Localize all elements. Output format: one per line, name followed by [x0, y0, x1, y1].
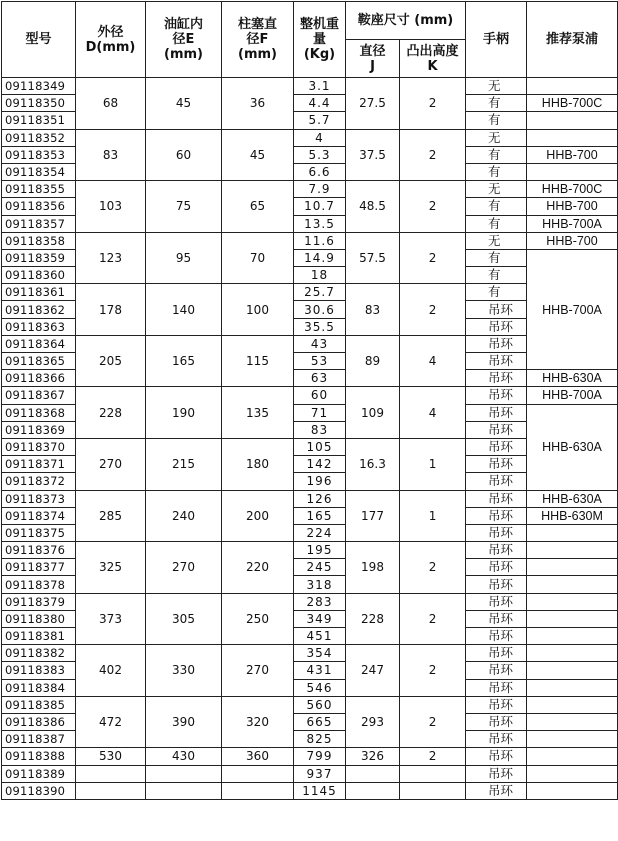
pump-cell: [527, 731, 618, 748]
outer-diameter-cell: [76, 765, 146, 782]
model-cell: 09118360: [2, 267, 76, 284]
saddle-diameter-cell: 37.5: [346, 129, 400, 181]
plunger-diameter-cell: 36: [222, 78, 294, 130]
weight-cell: 560: [294, 696, 346, 713]
weight-cell: 451: [294, 628, 346, 645]
table-row: [2, 696, 618, 713]
handle-cell: 吊环: [466, 593, 527, 610]
outer-diameter-cell: 285: [76, 490, 146, 542]
cylinder-inner-cell: 60: [146, 129, 222, 181]
handle-cell: 吊环: [466, 335, 527, 352]
weight-cell: 63: [294, 370, 346, 387]
saddle-height-cell: 2: [400, 748, 466, 765]
table-row: [2, 387, 618, 404]
plunger-diameter-cell: 180: [222, 438, 294, 490]
weight-cell: 11.6: [294, 232, 346, 249]
cylinder-inner-cell: 165: [146, 335, 222, 387]
pump-cell: [527, 610, 618, 627]
model-cell: 09118376: [2, 542, 76, 559]
saddle-diameter-cell: 198: [346, 542, 400, 594]
model-cell: 09118349: [2, 78, 76, 95]
model-cell: 09118367: [2, 387, 76, 404]
outer-diameter-cell: 270: [76, 438, 146, 490]
table-row: [2, 284, 618, 301]
cylinder-inner-cell: 140: [146, 284, 222, 336]
saddle-height-cell: 2: [400, 645, 466, 697]
saddle-diameter-cell: 247: [346, 645, 400, 697]
pump-cell: HHB-630M: [527, 507, 618, 524]
header-plunger-text: 柱塞直 径F (mm): [237, 17, 277, 62]
saddle-height-cell: [400, 782, 466, 799]
table-header: [2, 2, 618, 78]
header-weight-text: 整机重量 (Kg): [299, 17, 339, 62]
handle-cell: 吊环: [466, 679, 527, 696]
weight-cell: 14.9: [294, 249, 346, 266]
handle-cell: 吊环: [466, 765, 527, 782]
saddle-height-cell: 2: [400, 232, 466, 284]
handle-cell: 吊环: [466, 696, 527, 713]
outer-diameter-cell: 103: [76, 181, 146, 233]
pump-cell: [527, 782, 618, 799]
model-cell: 09118357: [2, 215, 76, 232]
saddle-diameter-cell: 228: [346, 593, 400, 645]
pump-cell: HHB-700C: [527, 181, 618, 198]
model-cell: 09118379: [2, 593, 76, 610]
handle-cell: 吊环: [466, 645, 527, 662]
saddle-diameter-cell: 83: [346, 284, 400, 336]
weight-cell: 53: [294, 353, 346, 370]
header-outer-diameter: [76, 2, 146, 78]
table-row: [2, 129, 618, 146]
header-outer-diameter-text: 外径 D(mm): [85, 24, 136, 55]
outer-diameter-cell: 373: [76, 593, 146, 645]
header-cylinder-inner-diameter: [146, 2, 222, 78]
weight-cell: 431: [294, 662, 346, 679]
pump-cell: [527, 679, 618, 696]
pump-cell: HHB-630A: [527, 370, 618, 387]
saddle-height-cell: 4: [400, 335, 466, 387]
cylinder-inner-cell: 75: [146, 181, 222, 233]
saddle-height-cell: 2: [400, 542, 466, 594]
weight-cell: 665: [294, 713, 346, 730]
plunger-diameter-cell: 320: [222, 696, 294, 748]
pump-cell: [527, 112, 618, 129]
model-cell: 09118373: [2, 490, 76, 507]
saddle-height-cell: 1: [400, 438, 466, 490]
weight-cell: 318: [294, 576, 346, 593]
pump-cell: [527, 593, 618, 610]
plunger-diameter-cell: 135: [222, 387, 294, 439]
weight-cell: 5.3: [294, 146, 346, 163]
handle-cell: 吊环: [466, 713, 527, 730]
handle-cell: 吊环: [466, 370, 527, 387]
pump-cell: [527, 78, 618, 95]
model-cell: 09118362: [2, 301, 76, 318]
weight-cell: 1145: [294, 782, 346, 799]
saddle-diameter-cell: 177: [346, 490, 400, 542]
cylinder-inner-cell: 390: [146, 696, 222, 748]
handle-cell: 吊环: [466, 387, 527, 404]
outer-diameter-cell: 205: [76, 335, 146, 387]
weight-cell: 937: [294, 765, 346, 782]
weight-cell: 7.9: [294, 181, 346, 198]
plunger-diameter-cell: 45: [222, 129, 294, 181]
pump-cell: [527, 524, 618, 541]
weight-cell: 4: [294, 129, 346, 146]
pump-cell: [527, 662, 618, 679]
handle-cell: 吊环: [466, 318, 527, 335]
model-cell: 09118380: [2, 610, 76, 627]
header-recommended-pump: 推荐泵浦: [527, 2, 618, 78]
handle-cell: 吊环: [466, 353, 527, 370]
plunger-diameter-cell: 250: [222, 593, 294, 645]
cylinder-inner-cell: 270: [146, 542, 222, 594]
model-cell: 09118383: [2, 662, 76, 679]
outer-diameter-cell: [76, 782, 146, 799]
header-saddle-height-text: 凸出高度 K: [406, 43, 459, 74]
handle-cell: 有: [466, 284, 527, 301]
pump-cell: HHB-630A: [527, 490, 618, 507]
model-cell: 09118352: [2, 129, 76, 146]
handle-cell: 吊环: [466, 628, 527, 645]
handle-cell: 吊环: [466, 559, 527, 576]
weight-cell: 43: [294, 335, 346, 352]
header-handle: 手柄: [466, 2, 527, 78]
table-row: [2, 490, 618, 507]
pump-cell: HHB-630A: [527, 404, 618, 490]
weight-cell: 245: [294, 559, 346, 576]
pump-cell: HHB-700: [527, 198, 618, 215]
pump-cell: [527, 129, 618, 146]
handle-cell: 吊环: [466, 404, 527, 421]
outer-diameter-cell: 402: [76, 645, 146, 697]
handle-cell: 有: [466, 112, 527, 129]
handle-cell: 有: [466, 249, 527, 266]
weight-cell: 105: [294, 438, 346, 455]
outer-diameter-cell: 530: [76, 748, 146, 765]
weight-cell: 126: [294, 490, 346, 507]
saddle-height-cell: [400, 765, 466, 782]
cylinder-inner-cell: 215: [146, 438, 222, 490]
pump-cell: HHB-700A: [527, 215, 618, 232]
model-cell: 09118381: [2, 628, 76, 645]
model-cell: 09118382: [2, 645, 76, 662]
table-row: [2, 438, 618, 455]
saddle-diameter-cell: 326: [346, 748, 400, 765]
header-cylinder-inner-text: 油缸内 径E (mm): [163, 17, 203, 62]
model-cell: 09118355: [2, 181, 76, 198]
handle-cell: 吊环: [466, 490, 527, 507]
outer-diameter-cell: 68: [76, 78, 146, 130]
model-cell: 09118356: [2, 198, 76, 215]
hydraulic-jack-spec-table: [1, 1, 618, 800]
pump-cell: [527, 645, 618, 662]
plunger-diameter-cell: 200: [222, 490, 294, 542]
model-cell: 09118361: [2, 284, 76, 301]
saddle-height-cell: 2: [400, 593, 466, 645]
handle-cell: 无: [466, 129, 527, 146]
pump-cell: HHB-700A: [527, 387, 618, 404]
weight-cell: 224: [294, 524, 346, 541]
model-cell: 09118390: [2, 782, 76, 799]
weight-cell: 60: [294, 387, 346, 404]
weight-cell: 196: [294, 473, 346, 490]
plunger-diameter-cell: 360: [222, 748, 294, 765]
weight-cell: 349: [294, 610, 346, 627]
outer-diameter-cell: 472: [76, 696, 146, 748]
weight-cell: 10.7: [294, 198, 346, 215]
model-cell: 09118371: [2, 456, 76, 473]
handle-cell: 吊环: [466, 438, 527, 455]
weight-cell: 6.6: [294, 163, 346, 180]
weight-cell: 83: [294, 421, 346, 438]
model-cell: 09118378: [2, 576, 76, 593]
cylinder-inner-cell: 430: [146, 748, 222, 765]
handle-cell: 吊环: [466, 542, 527, 559]
weight-cell: 195: [294, 542, 346, 559]
handle-cell: 有: [466, 163, 527, 180]
saddle-diameter-cell: 89: [346, 335, 400, 387]
weight-cell: 30.6: [294, 301, 346, 318]
handle-cell: 有: [466, 198, 527, 215]
model-cell: 09118385: [2, 696, 76, 713]
model-cell: 09118353: [2, 146, 76, 163]
model-cell: 09118388: [2, 748, 76, 765]
model-cell: 09118372: [2, 473, 76, 490]
saddle-height-cell: 4: [400, 387, 466, 439]
weight-cell: 142: [294, 456, 346, 473]
pump-cell: [527, 559, 618, 576]
pump-cell: [527, 542, 618, 559]
header-saddle-height: [400, 40, 466, 78]
table-row: [2, 593, 618, 610]
plunger-diameter-cell: 100: [222, 284, 294, 336]
model-cell: 09118350: [2, 95, 76, 112]
model-cell: 09118359: [2, 249, 76, 266]
handle-cell: 吊环: [466, 301, 527, 318]
model-cell: 09118351: [2, 112, 76, 129]
table-row: [2, 542, 618, 559]
saddle-height-cell: 2: [400, 696, 466, 748]
handle-cell: 吊环: [466, 456, 527, 473]
pump-cell: [527, 696, 618, 713]
model-cell: 09118374: [2, 507, 76, 524]
header-saddle-size: 鞍座尺寸 (mm): [346, 2, 466, 40]
saddle-diameter-cell: 27.5: [346, 78, 400, 130]
plunger-diameter-cell: 65: [222, 181, 294, 233]
handle-cell: 吊环: [466, 507, 527, 524]
saddle-height-cell: 2: [400, 78, 466, 130]
weight-cell: 4.4: [294, 95, 346, 112]
model-cell: 09118366: [2, 370, 76, 387]
table-body: [2, 78, 618, 800]
pump-cell: [527, 628, 618, 645]
handle-cell: 吊环: [466, 473, 527, 490]
header-plunger-diameter: [222, 2, 294, 78]
weight-cell: 3.1: [294, 78, 346, 95]
weight-cell: 825: [294, 731, 346, 748]
outer-diameter-cell: 178: [76, 284, 146, 336]
weight-cell: 546: [294, 679, 346, 696]
handle-cell: 吊环: [466, 782, 527, 799]
weight-cell: 13.5: [294, 215, 346, 232]
table-row: [2, 78, 618, 95]
saddle-height-cell: 1: [400, 490, 466, 542]
plunger-diameter-cell: [222, 765, 294, 782]
table-row: [2, 645, 618, 662]
header-weight: [294, 2, 346, 78]
handle-cell: 有: [466, 95, 527, 112]
pump-cell: HHB-700A: [527, 249, 618, 369]
plunger-diameter-cell: 220: [222, 542, 294, 594]
weight-cell: 35.5: [294, 318, 346, 335]
table-row: [2, 232, 618, 249]
outer-diameter-cell: 228: [76, 387, 146, 439]
weight-cell: 25.7: [294, 284, 346, 301]
handle-cell: 无: [466, 232, 527, 249]
saddle-diameter-cell: [346, 765, 400, 782]
cylinder-inner-cell: 330: [146, 645, 222, 697]
handle-cell: 吊环: [466, 748, 527, 765]
saddle-diameter-cell: 48.5: [346, 181, 400, 233]
handle-cell: 吊环: [466, 610, 527, 627]
handle-cell: 吊环: [466, 524, 527, 541]
table-row: [2, 181, 618, 198]
model-cell: 09118384: [2, 679, 76, 696]
table-row: [2, 335, 618, 352]
plunger-diameter-cell: [222, 782, 294, 799]
model-cell: 09118363: [2, 318, 76, 335]
model-cell: 09118364: [2, 335, 76, 352]
table-row: [2, 748, 618, 765]
pump-cell: [527, 576, 618, 593]
handle-cell: 吊环: [466, 576, 527, 593]
pump-cell: [527, 748, 618, 765]
cylinder-inner-cell: 95: [146, 232, 222, 284]
cylinder-inner-cell: 190: [146, 387, 222, 439]
model-cell: 09118358: [2, 232, 76, 249]
handle-cell: 有: [466, 215, 527, 232]
model-cell: 09118368: [2, 404, 76, 421]
pump-cell: [527, 765, 618, 782]
weight-cell: 165: [294, 507, 346, 524]
saddle-diameter-cell: 57.5: [346, 232, 400, 284]
pump-cell: HHB-700: [527, 232, 618, 249]
weight-cell: 799: [294, 748, 346, 765]
table-row: [2, 782, 618, 799]
pump-cell: HHB-700: [527, 146, 618, 163]
header-saddle-diameter: [346, 40, 400, 78]
model-cell: 09118369: [2, 421, 76, 438]
model-cell: 09118375: [2, 524, 76, 541]
plunger-diameter-cell: 115: [222, 335, 294, 387]
saddle-height-cell: 2: [400, 181, 466, 233]
model-cell: 09118365: [2, 353, 76, 370]
header-model: 型号: [2, 2, 76, 78]
cylinder-inner-cell: 240: [146, 490, 222, 542]
handle-cell: 有: [466, 267, 527, 284]
cylinder-inner-cell: [146, 765, 222, 782]
handle-cell: 无: [466, 78, 527, 95]
cylinder-inner-cell: 45: [146, 78, 222, 130]
weight-cell: 283: [294, 593, 346, 610]
handle-cell: 吊环: [466, 731, 527, 748]
pump-cell: [527, 713, 618, 730]
weight-cell: 5.7: [294, 112, 346, 129]
handle-cell: 吊环: [466, 662, 527, 679]
weight-cell: 18: [294, 267, 346, 284]
outer-diameter-cell: 123: [76, 232, 146, 284]
header-saddle-diameter-text: 直径 J: [359, 43, 386, 74]
saddle-height-cell: 2: [400, 284, 466, 336]
saddle-diameter-cell: [346, 782, 400, 799]
handle-cell: 无: [466, 181, 527, 198]
plunger-diameter-cell: 270: [222, 645, 294, 697]
model-cell: 09118377: [2, 559, 76, 576]
model-cell: 09118386: [2, 713, 76, 730]
handle-cell: 吊环: [466, 421, 527, 438]
pump-cell: HHB-700C: [527, 95, 618, 112]
outer-diameter-cell: 83: [76, 129, 146, 181]
saddle-diameter-cell: 293: [346, 696, 400, 748]
weight-cell: 354: [294, 645, 346, 662]
handle-cell: 有: [466, 146, 527, 163]
saddle-height-cell: 2: [400, 129, 466, 181]
plunger-diameter-cell: 70: [222, 232, 294, 284]
outer-diameter-cell: 325: [76, 542, 146, 594]
model-cell: 09118387: [2, 731, 76, 748]
saddle-diameter-cell: 16.3: [346, 438, 400, 490]
table-row: [2, 765, 618, 782]
model-cell: 09118370: [2, 438, 76, 455]
pump-cell: [527, 163, 618, 180]
cylinder-inner-cell: 305: [146, 593, 222, 645]
weight-cell: 71: [294, 404, 346, 421]
saddle-diameter-cell: 109: [346, 387, 400, 439]
model-cell: 09118354: [2, 163, 76, 180]
model-cell: 09118389: [2, 765, 76, 782]
cylinder-inner-cell: [146, 782, 222, 799]
